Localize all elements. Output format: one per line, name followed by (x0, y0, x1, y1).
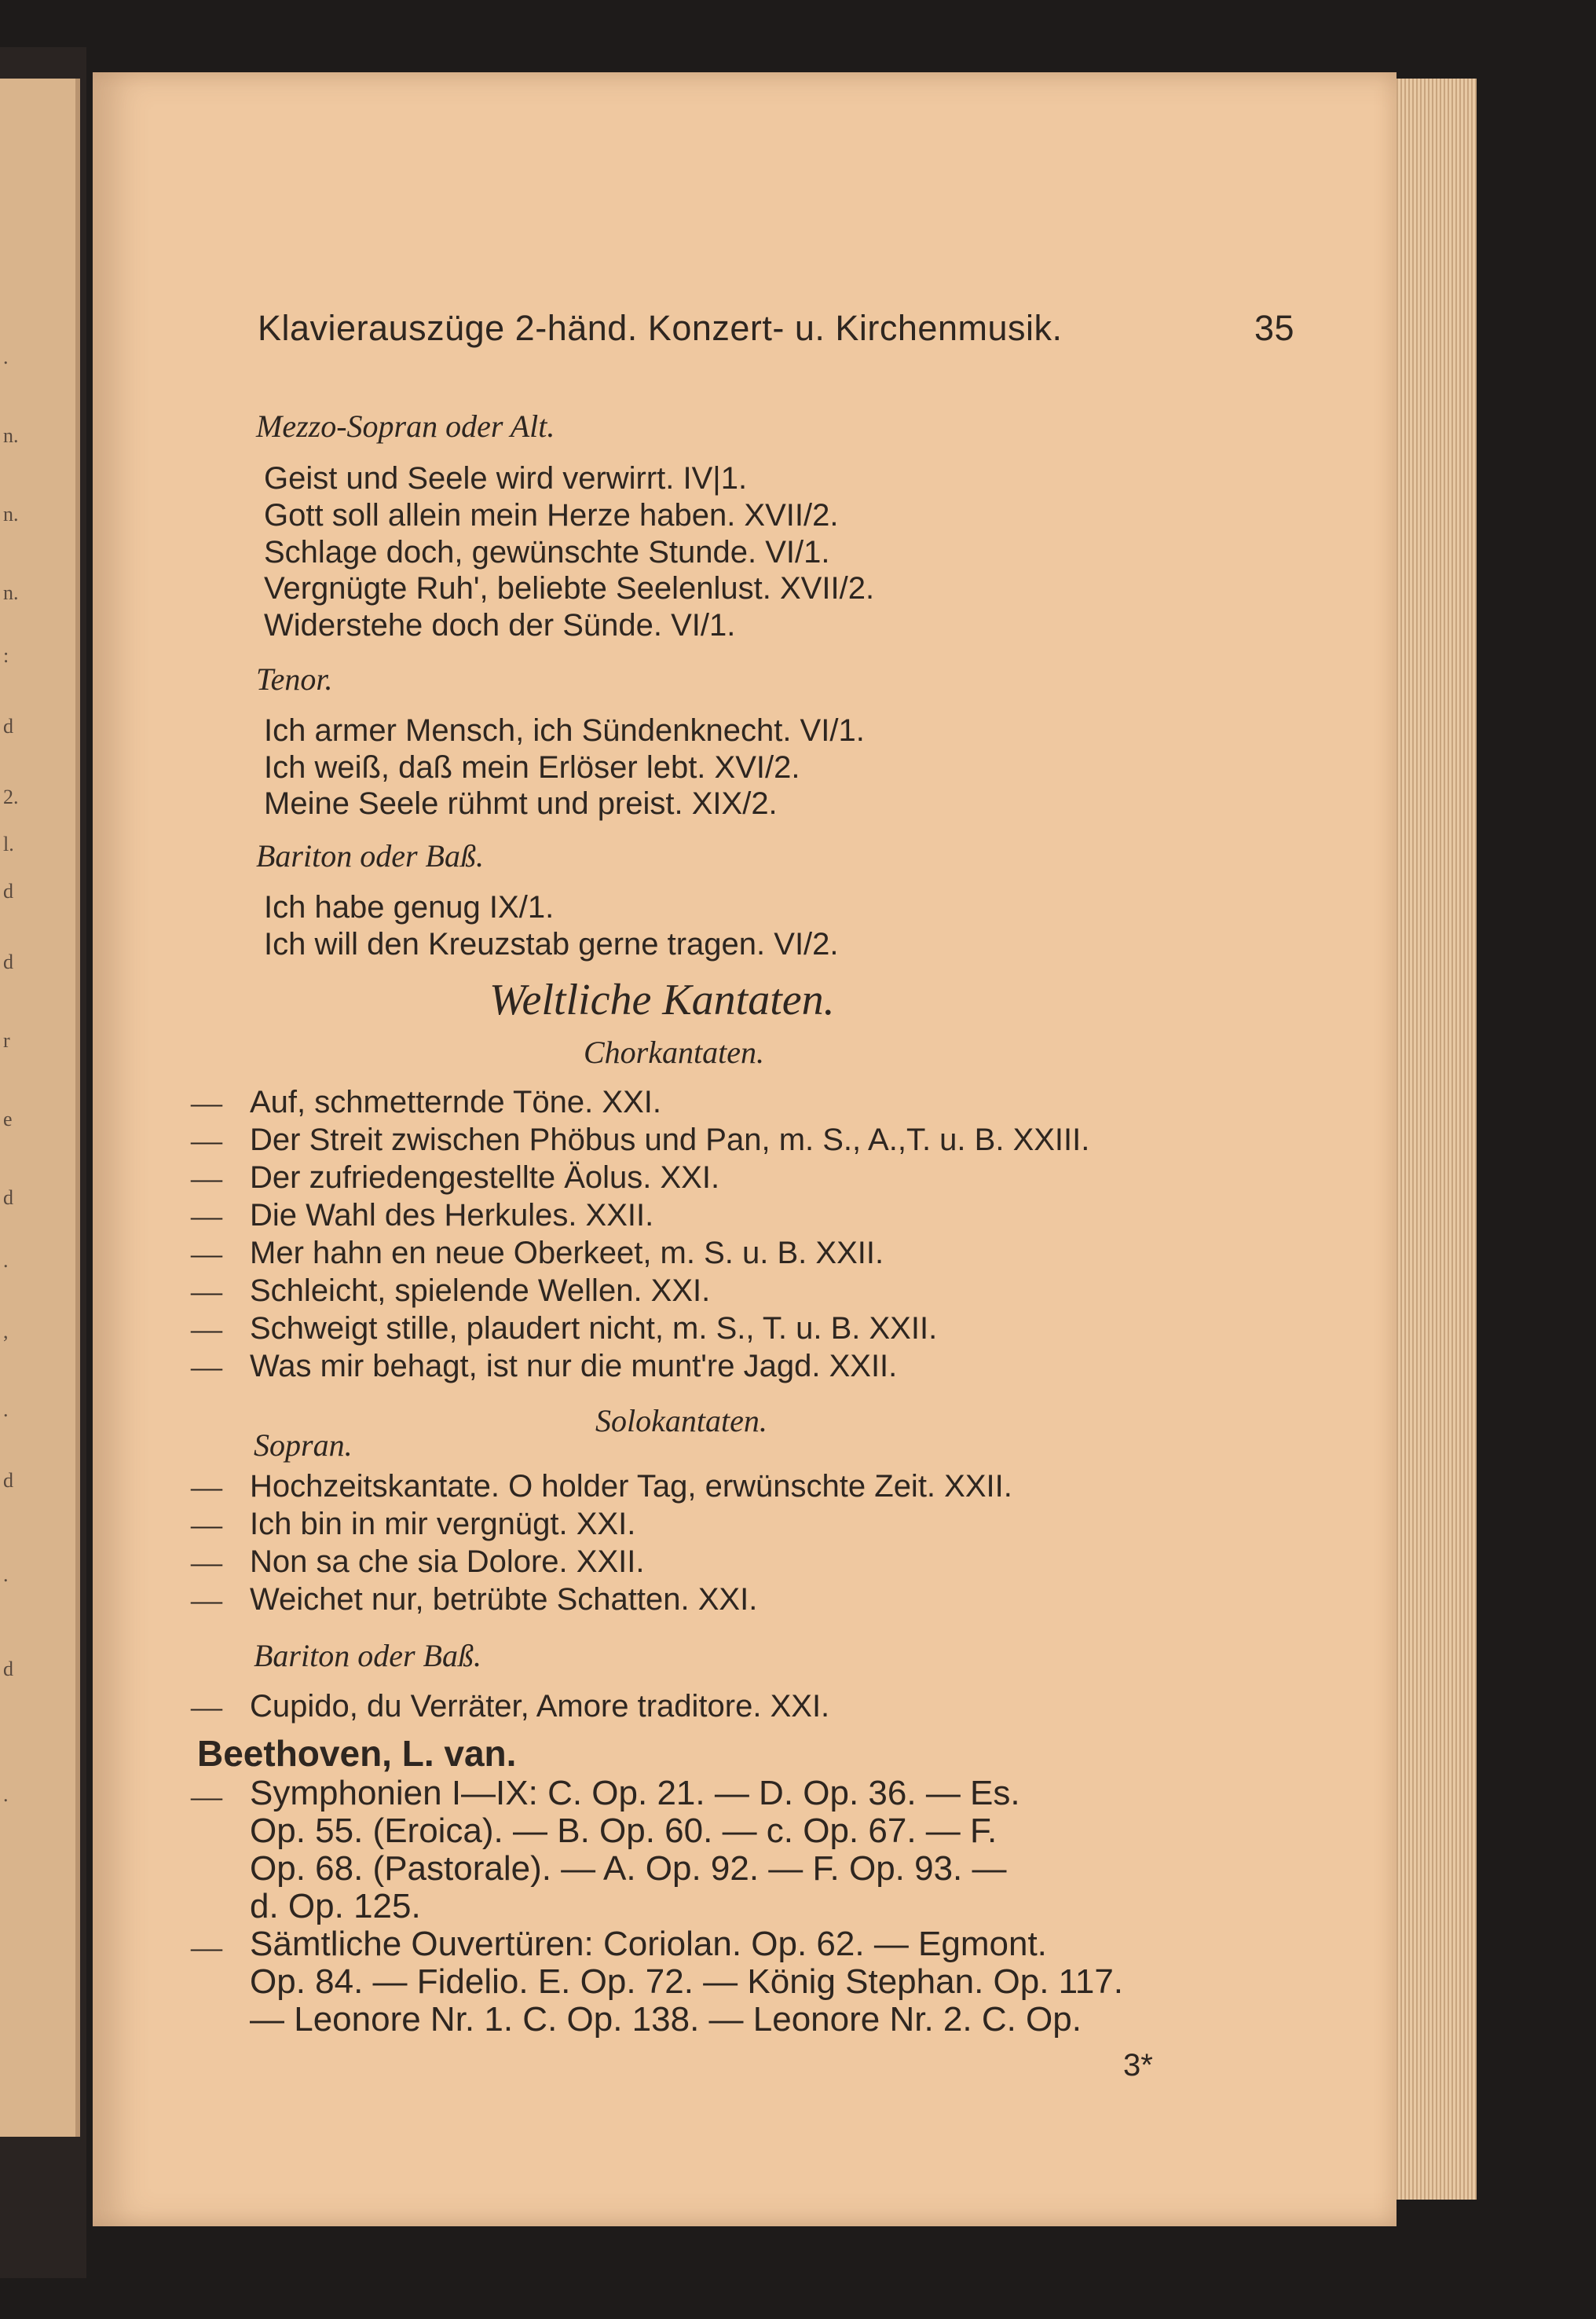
margin-fragment: e (3, 1108, 13, 1130)
list-item: Op. 55. (Eroica). — B. Op. 60. — c. Op. 67. — F. (250, 1812, 998, 1850)
list-item: Sämtliche Ouvertüren: Coriolan. Op. 62. — Egmont. (250, 1925, 1047, 1963)
header-title: Klavierauszüge 2-händ. Konzert- u. Kirchenmusik. (258, 308, 1063, 348)
entry-dash: — (191, 1544, 222, 1580)
margin-fragment: d (3, 880, 13, 903)
margin-fragment: d (3, 1469, 13, 1492)
list-item: Die Wahl des Herkules. XXII. (250, 1198, 654, 1233)
entry-dash: — (191, 1198, 222, 1233)
list-item: Op. 84. — Fidelio. E. Op. 72. — König Stephan. Op. 117. (250, 1962, 1124, 2001)
entry-dash: — (191, 1236, 222, 1271)
running-header (258, 308, 1294, 349)
margin-fragment: . (3, 1249, 9, 1272)
margin-fragment: n. (3, 503, 19, 526)
list-item: — Leonore Nr. 1. C. Op. 138. — Leonore Nr. 2. C. Op. (250, 2000, 1082, 2039)
list-item: Der Streit zwischen Phöbus und Pan, m. S., A.,T. u. B. XXIII. (250, 1123, 1090, 1157)
list-item: Ich weiß, daß mein Erlöser lebt. XVI/2. (264, 750, 800, 785)
margin-fragment: . (3, 1783, 9, 1806)
list-item: Ich will den Kreuzstab gerne tragen. VI/2. (264, 927, 839, 962)
margin-fragment: . (3, 346, 9, 368)
entry-dash: — (191, 1507, 222, 1542)
entry-dash: — (191, 1689, 222, 1724)
list-item: Op. 68. (Pastorale). — A. Op. 92. — F. Op. 93. — (250, 1849, 1007, 1888)
entry-dash: — (191, 1929, 222, 1965)
composer-name: Beethoven, L. van. (197, 1733, 517, 1774)
entry-dash: — (191, 1582, 222, 1617)
margin-fragment: d (3, 951, 13, 973)
page-number: 35 (1254, 308, 1294, 348)
list-item: Auf, schmetternde Töne. XXI. (250, 1085, 661, 1119)
list-item: Hochzeitskantate. O holder Tag, erwünschte Zeit. XXII. (250, 1469, 1012, 1504)
margin-fragment: : (3, 644, 9, 667)
list-item: Geist und Seele wird verwirrt. IV|1. (264, 461, 748, 496)
section-label-sopran: Sopran. (254, 1427, 353, 1463)
list-item: Cupido, du Verräter, Amore traditore. XXI. (250, 1689, 830, 1724)
margin-fragment: l. (3, 833, 14, 855)
entry-dash: — (191, 1085, 222, 1120)
section-label-mezzo: Mezzo-Sopran oder Alt. (256, 408, 555, 444)
entry-dash: — (191, 1779, 222, 1814)
entry-dash: — (191, 1123, 222, 1158)
list-item: Schleicht, spielende Wellen. XXI. (250, 1273, 711, 1308)
list-item: Mer hahn en neue Oberkeet, m. S. u. B. XXII. (250, 1236, 884, 1270)
signature-mark: 3* (1123, 2048, 1153, 2083)
list-item: Ich armer Mensch, ich Sündenknecht. VI/1. (264, 713, 865, 748)
list-item: Was mir behagt, ist nur die munt're Jagd. XXII. (250, 1349, 898, 1383)
list-item: Schlage doch, gewünschte Stunde. VI/1. (264, 535, 830, 570)
list-item: Symphonien I—IX: C. Op. 21. — D. Op. 36. — Es. (250, 1774, 1020, 1812)
entry-dash: — (191, 1160, 222, 1196)
list-item: Der zufriedengestellte Äolus. XXI. (250, 1160, 720, 1195)
list-item: Widerstehe doch der Sünde. VI/1. (264, 608, 736, 643)
list-item: Weichet nur, betrübte Schatten. XXI. (250, 1582, 758, 1617)
page-content (93, 72, 1396, 2226)
subheading-solokantaten: Solokantaten. (595, 1403, 767, 1438)
list-item: Meine Seele rühmt und preist. XIX/2. (264, 786, 778, 821)
entry-dash: — (191, 1273, 222, 1309)
margin-fragment: . (3, 1563, 9, 1586)
margin-fragment: r (3, 1029, 10, 1052)
list-item: Vergnügte Ruh', beliebte Seelenlust. XVII/2. (264, 571, 875, 606)
list-item: d. Op. 125. (250, 1887, 421, 1925)
entry-dash: — (191, 1469, 222, 1504)
list-item: Non sa che sia Dolore. XXII. (250, 1544, 645, 1579)
entry-dash: — (191, 1311, 222, 1346)
list-item: Ich habe genug IX/1. (264, 890, 555, 925)
section-label-bariton: Bariton oder Baß. (256, 838, 484, 874)
heading-weltliche-kantaten: Weltliche Kantaten. (489, 976, 835, 1024)
list-item: Ich bin in mir vergnügt. XXI. (250, 1507, 636, 1541)
entry-dash: — (191, 1349, 222, 1384)
margin-fragment: n. (3, 424, 19, 447)
list-item: Gott soll allein mein Herze haben. XVII/2. (264, 498, 839, 533)
margin-fragment: n. (3, 581, 19, 604)
margin-fragment: d (3, 715, 13, 738)
list-item: Schweigt stille, plaudert nicht, m. S., T. u. B. XXII. (250, 1311, 938, 1346)
page-block-edges (1390, 79, 1477, 2200)
margin-fragment: , (3, 1320, 9, 1343)
section-label-bariton: Bariton oder Baß. (254, 1638, 481, 1673)
book-page (93, 72, 1396, 2226)
margin-fragment: 2. (3, 786, 19, 808)
subheading-chorkantaten: Chorkantaten. (584, 1035, 764, 1070)
margin-fragment: . (3, 1398, 9, 1421)
margin-fragment: d (3, 1658, 13, 1680)
margin-fragment: d (3, 1186, 13, 1209)
section-label-tenor: Tenor. (256, 661, 333, 697)
previous-page-edge (0, 79, 80, 2137)
